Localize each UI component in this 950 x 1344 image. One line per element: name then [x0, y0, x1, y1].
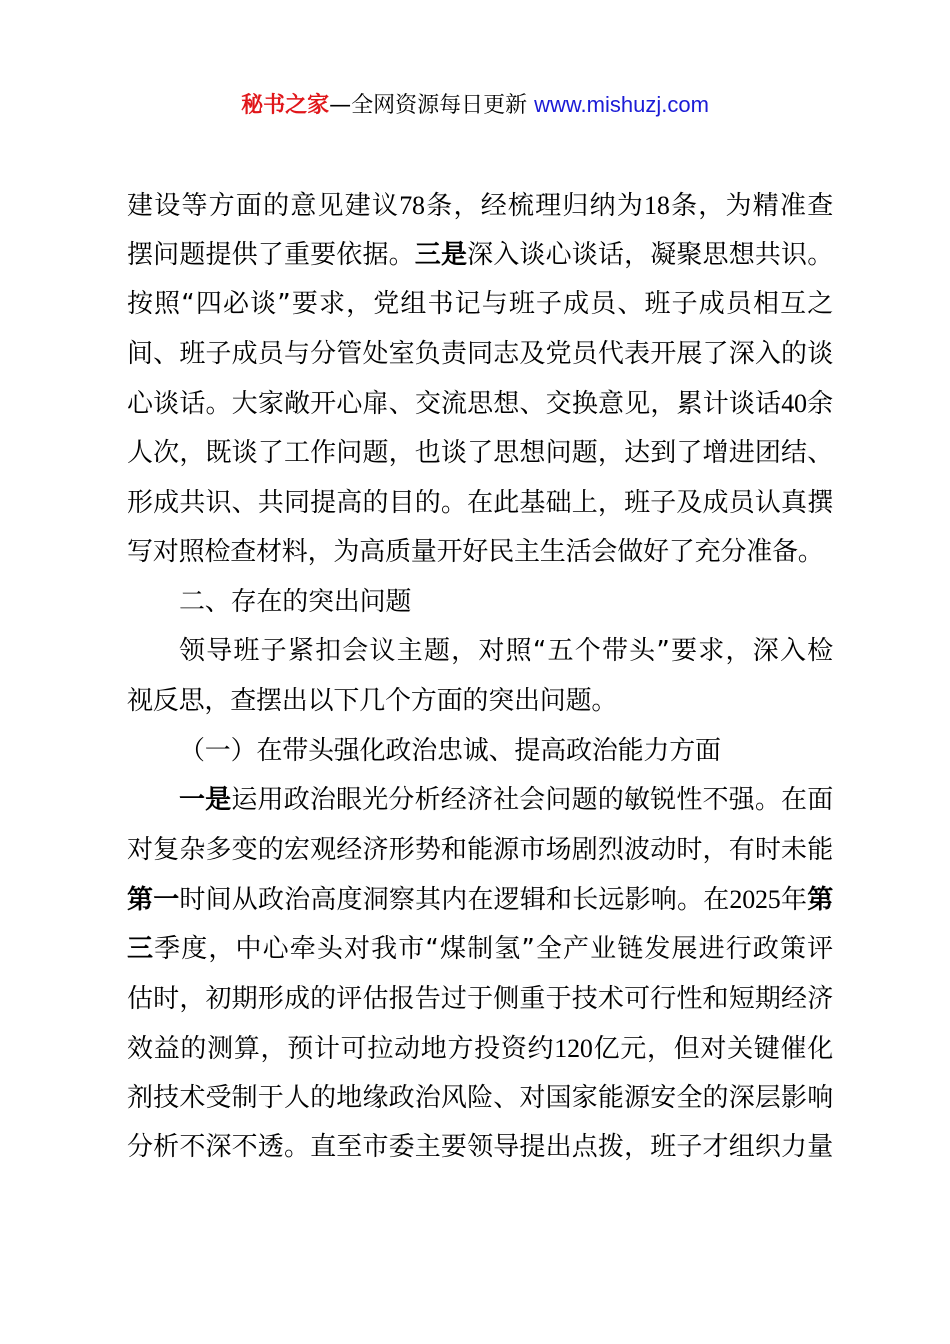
- number: 78: [399, 191, 425, 220]
- page-header: [0, 88, 950, 123]
- text-line: 估时，初期形成的评估报告过于侧重于技术可行性和短期经济: [127, 983, 833, 1014]
- header-tagline: —全网资源每日更新: [329, 93, 528, 118]
- site-url-link[interactable]: www.mishuzj.com: [534, 92, 709, 117]
- text-line: 第一时间从政治高度洞察其内在逻辑和长远影响。在2025年第: [127, 885, 833, 916]
- bold-text: 三: [127, 933, 155, 964]
- text-line: 三季度，中心牵头对我市“煤制氢”全产业链发展进行政策评: [127, 933, 833, 964]
- text-line: 心谈话。大家敞开心扉、交流思想、交换意见，累计谈话40余: [127, 389, 833, 420]
- section-heading: 二、存在的突出问题: [179, 586, 412, 617]
- text-line: 对复杂多变的宏观经济形势和能源市场剧烈波动时，有时未能: [127, 834, 833, 865]
- text-line: 人次，既谈了工作问题，也谈了思想问题，达到了增进团结、: [127, 437, 833, 468]
- number: 120: [554, 1034, 593, 1064]
- text-line: 建设等方面的意见建议78条，经梳理归纳为18条，为精准查: [127, 191, 833, 221]
- text-line: 摆问题提供了重要依据。三是深入谈心谈话，凝聚思想共识。: [127, 239, 833, 270]
- bold-marker: 一是: [179, 785, 232, 816]
- number: 40: [781, 389, 807, 419]
- number: 18: [644, 191, 670, 220]
- text-line: 剂技术受制于人的地缘政治风险、对国家能源安全的深层影响: [127, 1082, 833, 1113]
- bold-marker: 三是: [414, 239, 468, 270]
- text-line: 一是运用政治眼光分析经济社会问题的敏锐性不强。在面: [179, 785, 833, 816]
- number: 2025: [729, 885, 781, 915]
- text-line: 写对照检查材料，为高质量开好民主生活会做好了充分准备。: [127, 537, 824, 568]
- bold-text: 第: [807, 885, 833, 916]
- text-line: 视反思，查摆出以下几个方面的突出问题。: [127, 685, 618, 716]
- text-line: 领导班子紧扣会议主题，对照“五个带头”要求，深入检: [179, 636, 833, 667]
- text-line: 形成共识、共同提高的目的。在此基础上，班子及成员认真撰: [127, 487, 833, 518]
- subsection-heading: （一）在带头强化政治忠诚、提高政治能力方面: [179, 735, 721, 766]
- document-body: [127, 181, 833, 1173]
- bold-text: 第一: [127, 885, 180, 916]
- brand-name: 秘书之家: [241, 93, 330, 118]
- text-line: 效益的测算，预计可拉动地方投资约120亿元，但对关键催化: [127, 1034, 834, 1065]
- text-line: 分析不深不透。直至市委主要领导提出点拨，班子才组织力量: [127, 1132, 833, 1163]
- text-line: 按照“四必谈”要求，党组书记与班子成员、班子成员相互之: [127, 289, 833, 320]
- text-line: 间、班子成员与分管处室负责同志及党员代表开展了深入的谈: [127, 338, 833, 369]
